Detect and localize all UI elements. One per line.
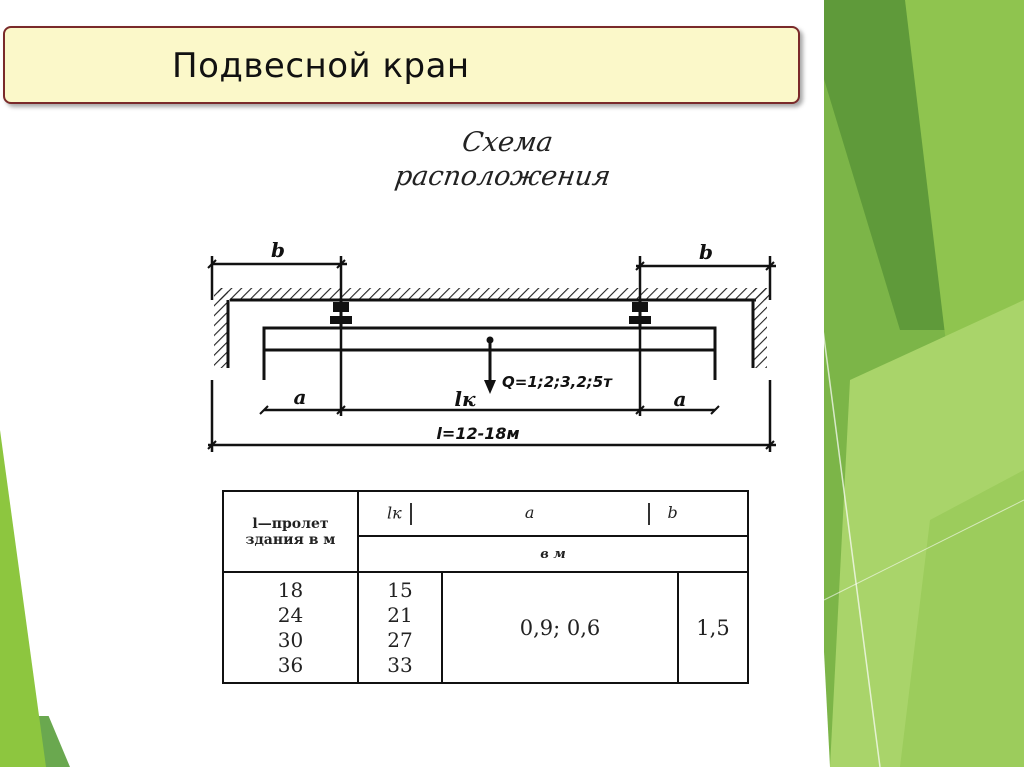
crane-scheme-diagram — [200, 230, 790, 465]
label-a-left: a — [293, 385, 307, 409]
lk-value: 33 — [387, 652, 413, 677]
slide-title: Подвесной кран — [172, 46, 470, 86]
lk-values-cell — [358, 572, 442, 683]
scheme-caption — [355, 126, 655, 194]
crane-dimensions-table — [222, 490, 749, 684]
lk-value: 15 — [387, 577, 413, 602]
span-value: 24 — [277, 602, 304, 627]
a-value-cell: 0,9; 0,6 — [442, 572, 678, 683]
span-value: 36 — [277, 652, 304, 677]
header-span-cell — [223, 491, 358, 572]
lk-value: 21 — [387, 602, 413, 627]
header-b: b — [667, 503, 678, 522]
header-unit: в м — [358, 536, 748, 572]
label-b-right: b — [699, 240, 713, 264]
load-hook-arrow — [484, 337, 496, 395]
lk-value: 27 — [387, 627, 413, 652]
header-span-label: l—пролет здания в м — [245, 515, 336, 548]
span-value: 18 — [277, 577, 304, 602]
scheme-caption-line2: расположения — [392, 161, 613, 192]
header-divider-2 — [648, 503, 650, 525]
right-wall — [753, 288, 767, 368]
ceiling — [218, 288, 770, 300]
span-value: 30 — [277, 627, 304, 652]
crane-trolley-left — [330, 300, 352, 328]
b-value-cell: 1,5 — [678, 572, 748, 683]
header-lk: lк — [387, 503, 402, 522]
label-lk: lк — [454, 387, 476, 411]
label-b-left: b — [271, 238, 285, 262]
label-load: Q=1;2;3,2;5т — [502, 373, 612, 391]
left-wall — [214, 288, 228, 368]
crane-trolley-right — [629, 300, 651, 328]
span-values-cell — [223, 572, 358, 683]
label-a-right: a — [673, 387, 687, 411]
header-symbols — [358, 491, 748, 536]
label-span: l=12-18м — [436, 424, 520, 443]
scheme-caption-line1: Схема — [460, 127, 555, 158]
header-a: a — [524, 503, 535, 522]
header-divider-1 — [410, 503, 412, 525]
